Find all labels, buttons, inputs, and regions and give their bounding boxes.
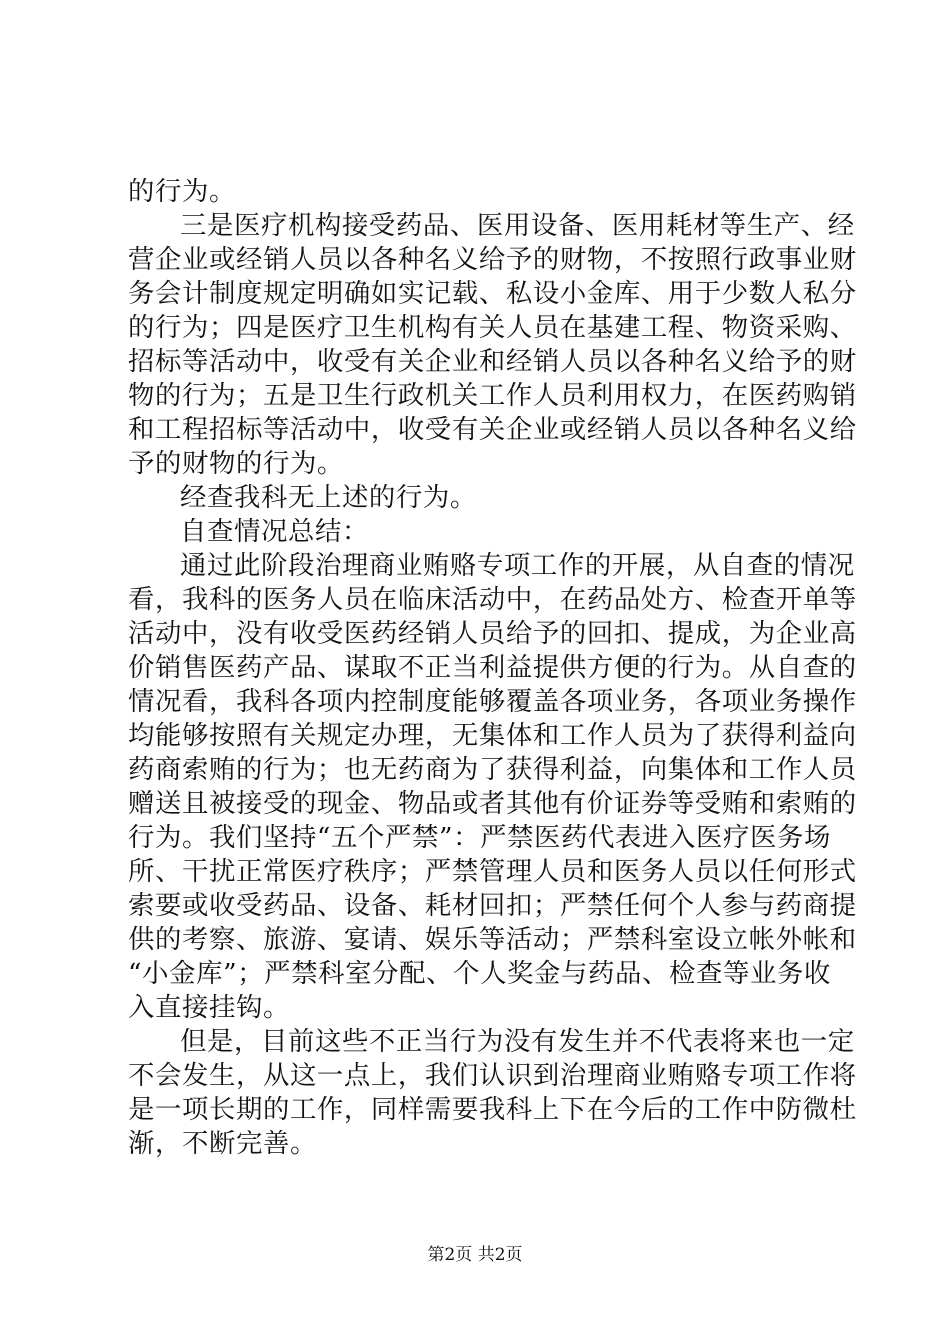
text-line: 是一项长期的工作，同样需要我科上下在今后的工作中防微杜 [128,1094,857,1125]
page-number-footer: 第2页 共2页 [427,1245,523,1265]
text-line: 赠送且被接受的现金、物品或者其他有价证券等受贿和索贿的 [128,788,857,819]
text-line: 物的行为；五是卫生行政机关工作人员利用权力，在医药购销 [128,380,857,411]
text-line: 看，我科的医务人员在临床活动中，在药品处方、检查开单等 [128,584,857,615]
text-line: 所、干扰正常医疗秩序；严禁管理人员和医务人员以任何形式 [128,856,857,887]
text-line: 不会发生，从这一点上，我们认识到治理商业贿赂专项工作将 [128,1060,857,1091]
text-line: 的行为；四是医疗卫生机构有关人员在基建工程、物资采购、 [128,312,857,343]
text-line: “小金库”；严禁科室分配、个人奖金与药品、检查等业务收 [128,958,831,989]
text-line: 行为。我们坚持“五个严禁”：严禁医药代表进入医疗医务场 [128,822,831,853]
text-line: 均能够按照有关规定办理，无集体和工作人员为了获得利益向 [128,720,857,751]
text-line: 通过此阶段治理商业贿赂专项工作的开展，从自查的情况 [180,550,855,581]
text-line: 药商索贿的行为；也无药商为了获得利益，向集体和工作人员 [128,754,857,785]
text-line: 价销售医药产品、谋取不正当利益提供方便的行为。从自查的 [128,652,857,683]
text-line: 索要或收受药品、设备、耗材回扣；严禁任何个人参与药商提 [128,890,857,921]
text-line: 三是医疗机构接受药品、医用设备、医用耗材等生产、经 [180,210,855,241]
text-line: 招标等活动中，收受有关企业和经销人员以各种名义给予的财 [128,346,857,377]
text-line: 营企业或经销人员以各种名义给予的财物，不按照行政事业财 [128,244,857,275]
section-heading: 自查情况总结： [180,516,369,547]
text-line: 但是，目前这些不正当行为没有发生并不代表将来也一定 [180,1026,855,1057]
text-line: 务会计制度规定明确如实记载、私设小金库、用于少数人私分 [128,278,857,309]
text-line: 活动中，没有收受医药经销人员给予的回扣、提成，为企业高 [128,618,857,649]
text-line: 情况看，我科各项内控制度能够覆盖各项业务，各项业务操作 [128,686,857,717]
text-line: 经查我科无上述的行为。 [180,482,477,513]
text-line: 入直接挂钩。 [128,992,290,1023]
text-line: 的行为。 [128,176,236,207]
text-line: 渐，不断完善。 [128,1128,317,1159]
text-line: 和工程招标等活动中，收受有关企业或经销人员以各种名义给 [128,414,857,445]
text-line: 供的考察、旅游、宴请、娱乐等活动；严禁科室设立帐外帐和 [128,924,857,955]
text-line: 予的财物的行为。 [128,448,344,479]
